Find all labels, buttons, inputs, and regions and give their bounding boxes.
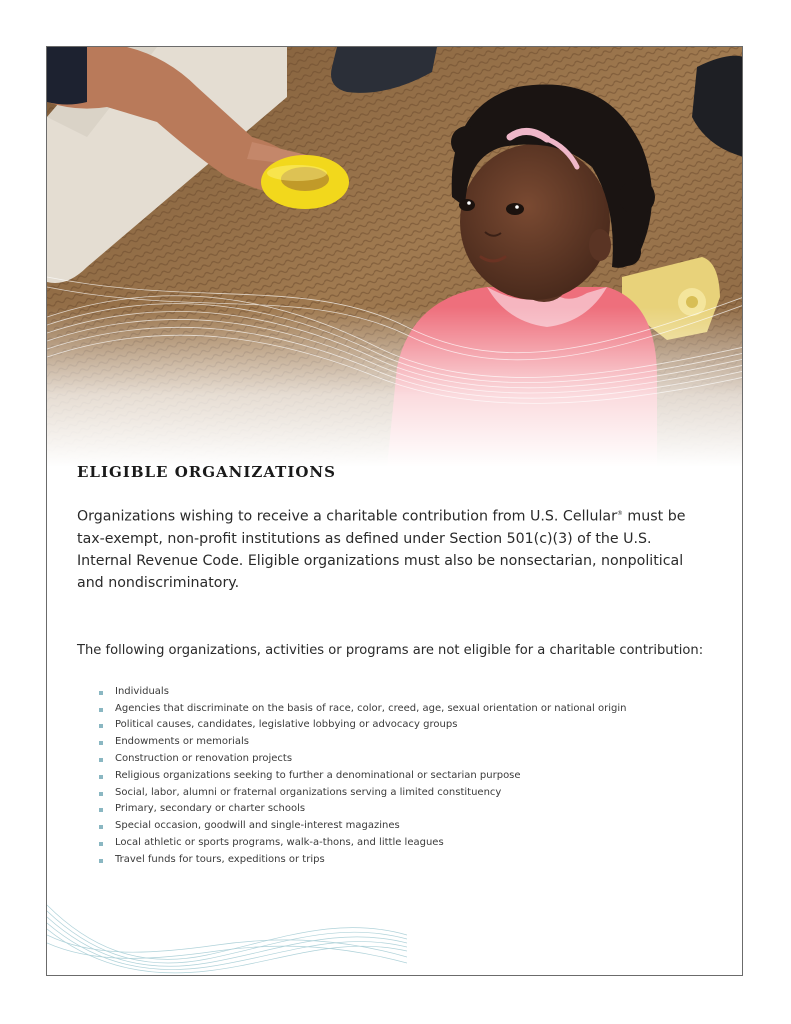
- hero-photo-illustration: [47, 47, 743, 467]
- square-bullet-icon: [99, 708, 103, 712]
- list-item: [99, 801, 717, 818]
- square-bullet-icon: [99, 741, 103, 745]
- list-item-text: Local athletic or sports programs, walk-a-thons, and little leagues: [115, 836, 444, 848]
- list-item: [99, 835, 717, 852]
- page-frame: [46, 46, 743, 976]
- section-heading: ELIGIBLE ORGANIZATIONS: [77, 463, 336, 481]
- intro-paragraph: [77, 503, 702, 594]
- list-item-text: Individuals: [115, 685, 169, 697]
- square-bullet-icon: [99, 691, 103, 695]
- list-item: [99, 852, 717, 869]
- intro-text-start: Organizations wishing to receive a charitable contribution from U.S. Cellular: [77, 508, 617, 525]
- intro-text-end: must be tax-exempt, non-profit institutions as defined under Section 501(c)(3) of the U.S. Internal Revenue Code. Eligible organizations must also be nonsectarian, nonpolitical and nondiscriminatory.: [77, 508, 686, 591]
- list-item-text: Construction or renovation projects: [115, 752, 293, 764]
- list-item: [99, 701, 717, 718]
- list-item-text: Religious organizations seeking to further a denominational or sectarian purpose: [115, 769, 521, 781]
- content: [77, 463, 717, 869]
- square-bullet-icon: [99, 775, 103, 779]
- registered-mark: ®: [616, 510, 623, 517]
- list-item: [99, 734, 717, 751]
- list-item-text: Endowments or memorials: [115, 736, 250, 748]
- list-item: [99, 717, 717, 734]
- list-item: [99, 684, 717, 701]
- square-bullet-icon: [99, 842, 103, 846]
- list-item-text: Social, labor, alumni or fraternal organizations serving a limited constituency: [115, 786, 502, 798]
- square-bullet-icon: [99, 792, 103, 796]
- square-bullet-icon: [99, 859, 103, 863]
- list-item-text: Travel funds for tours, expeditions or trips: [115, 853, 325, 865]
- square-bullet-icon: [99, 808, 103, 812]
- square-bullet-icon: [99, 825, 103, 829]
- hero-photo: [47, 47, 743, 467]
- list-item: [99, 785, 717, 802]
- list-item-text: Special occasion, goodwill and single-interest magazines: [115, 820, 400, 832]
- list-item-text: Agencies that discriminate on the basis of race, color, creed, age, sexual orientation or national origin: [115, 702, 627, 714]
- list-item: [99, 768, 717, 785]
- ineligible-list: [77, 684, 717, 869]
- list-item: [99, 751, 717, 768]
- list-item-text: Primary, secondary or charter schools: [115, 803, 306, 815]
- ineligible-lead: The following organizations, activities or programs are not eligible for a charitable contribution:: [77, 642, 704, 658]
- square-bullet-icon: [99, 724, 103, 728]
- decorative-waves: [47, 895, 407, 975]
- list-item: [99, 818, 717, 835]
- square-bullet-icon: [99, 758, 103, 762]
- list-item-text: Political causes, candidates, legislative lobbying or advocacy groups: [115, 719, 458, 731]
